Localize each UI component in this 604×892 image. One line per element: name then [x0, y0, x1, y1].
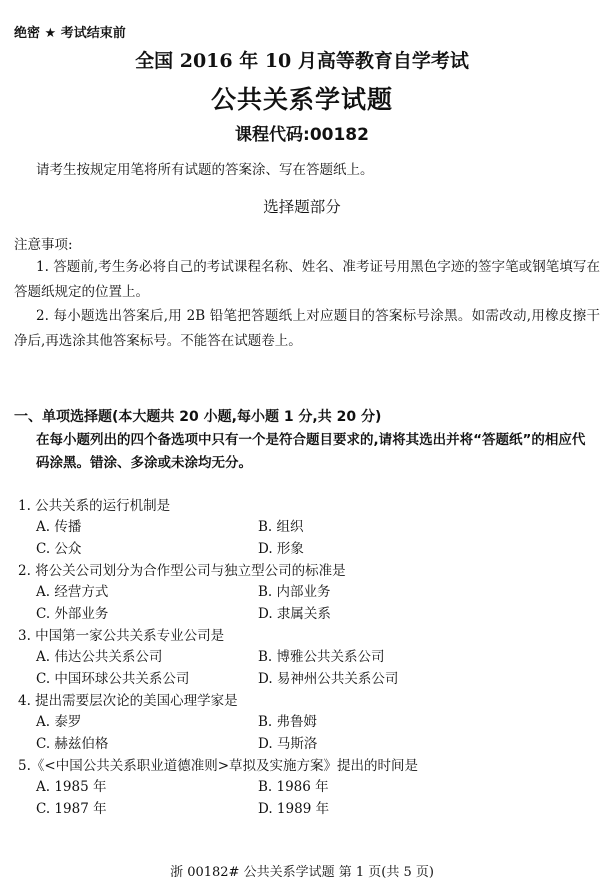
option-d: D. 1989 年 [258, 800, 330, 817]
notice-item-2: 2. 每小题选出答案后,用 2B 铅笔把答题纸上对应题目的答案标号涂黑。如需改动,用橡皮擦干净后,再选涂其他答案标号。不能答在试题卷上。 [14, 308, 600, 349]
exam-title: 全国 2016 年 10 月高等教育自学考试 [135, 50, 469, 72]
option-grid [18, 712, 578, 755]
question-5 [18, 755, 578, 820]
subject-title: 公共关系学试题 [210, 85, 393, 114]
option-c: C. 1987 年 [36, 800, 107, 817]
option-grid [18, 777, 578, 820]
option-c: C. 中国环球公共关系公司 [36, 670, 190, 687]
question-1 [18, 495, 578, 560]
option-c: C. 公众 [36, 540, 82, 557]
question-stem: 1. 公共关系的运行机制是 [18, 498, 171, 514]
part-heading: 一、单项选择题(本大题共 20 小题,每小题 1 分,共 20 分) [14, 409, 382, 425]
option-a: A. 1985 年 [36, 779, 107, 795]
question-stem: 5.《<中国公共关系职业道德准则>草拟及实施方案》提出的时间是 [18, 758, 419, 774]
question-list [18, 495, 578, 820]
option-grid [18, 582, 578, 625]
option-d: D. 隶属关系 [258, 605, 331, 622]
option-c: C. 赫兹伯格 [36, 735, 109, 752]
question-2 [18, 560, 578, 625]
question-4 [18, 690, 578, 755]
option-d: D. 易神州公共关系公司 [258, 670, 399, 687]
question-stem: 3. 中国第一家公共关系专业公司是 [18, 628, 225, 644]
notice-heading: 注意事项: [14, 237, 73, 253]
question-stem: 2. 将公关公司划分为合作型公司与独立型公司的标准是 [18, 563, 346, 579]
section-title: 选择题部分 [263, 198, 341, 216]
option-grid [18, 517, 578, 560]
option-grid [18, 647, 578, 690]
option-a: A. 传播 [36, 519, 82, 535]
option-b: B. 博雅公共关系公司 [258, 649, 385, 665]
notice-item-1: 1. 答题前,考生务必将自己的考试课程名称、姓名、准考证号用黑色字迹的签字笔或钢笔填写在答题纸规定的位置上。 [14, 259, 600, 300]
option-a: A. 泰罗 [36, 714, 82, 730]
question-3 [18, 625, 578, 690]
option-a: A. 经营方式 [36, 584, 109, 600]
option-d: D. 马斯洛 [258, 735, 318, 752]
option-c: C. 外部业务 [36, 605, 109, 622]
question-stem: 4. 提出需要层次论的美国心理学家是 [18, 693, 238, 709]
option-b: B. 1986 年 [258, 779, 329, 795]
option-d: D. 形象 [258, 540, 304, 557]
option-b: B. 弗鲁姆 [258, 714, 318, 730]
option-a: A. 伟达公共关系公司 [36, 649, 163, 665]
course-code: 课程代码:00182 [235, 125, 369, 145]
part-description: 在每小题列出的四个备选项中只有一个是符合题目要求的,请将其选出并将“答题纸”的相应代码涂黑。错涂、多涂或未涂均无分。 [36, 432, 586, 471]
option-b: B. 内部业务 [258, 584, 331, 600]
answer-instruction: 请考生按规定用笔将所有试题的答案涂、写在答题纸上。 [36, 162, 374, 178]
page-footer: 浙 00182# 公共关系学试题 第 1 页(共 5 页) [170, 865, 434, 880]
option-b: B. 组织 [258, 519, 304, 535]
confidential-label: 绝密 ★ 考试结束前 [14, 26, 126, 41]
